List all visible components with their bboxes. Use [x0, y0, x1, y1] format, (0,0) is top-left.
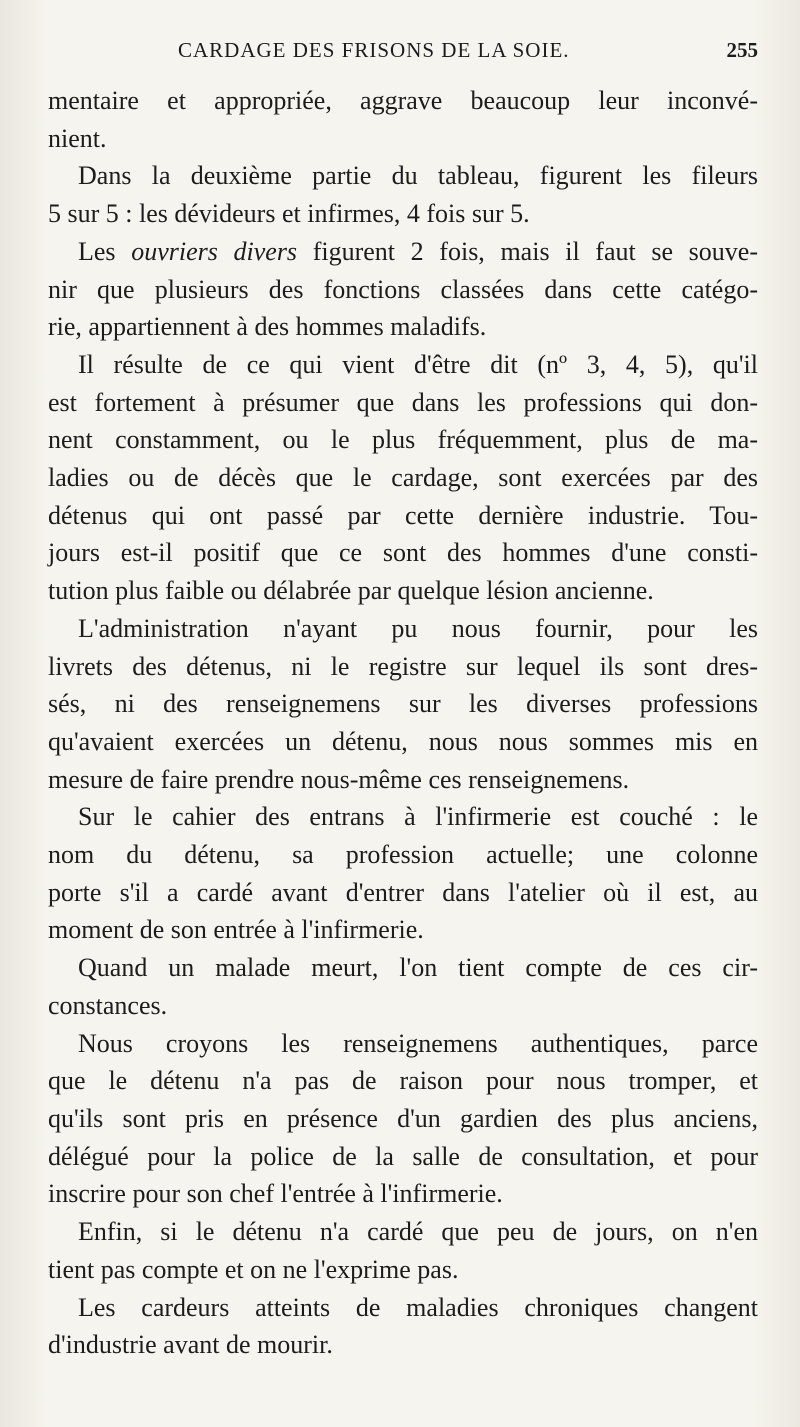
paragraph	[48, 610, 758, 648]
text-line: rie, appartiennent à des hommes maladifs.	[48, 312, 487, 342]
text-line: nir que plusieurs des fonctions classées dans cette catégo-	[48, 274, 758, 304]
text-line: porte s'il a cardé avant d'entrer dans l'atelier où il est, au	[48, 877, 758, 907]
text-line: qu'ils sont pris en présence d'un gardien des plus anciens,	[48, 1103, 758, 1133]
paragraph	[48, 271, 758, 346]
text-line: tution plus faible ou délabrée par quelque lésion ancienne.	[48, 576, 654, 606]
body-text	[48, 82, 758, 1364]
text-line: Il résulte de ce qui vient d'être dit (nº 3, 4, 5), qu'il	[78, 349, 758, 379]
text-line: nom du détenu, sa profession actuelle; une colonne	[48, 840, 758, 870]
page-header	[48, 38, 758, 72]
paragraph	[48, 157, 758, 195]
text-line: que le détenu n'a pas de raison pour nous tromper, et	[48, 1066, 758, 1096]
text-fragment: Les	[78, 236, 132, 266]
paragraph	[48, 1025, 758, 1063]
text-line	[78, 233, 758, 271]
paragraph	[48, 949, 758, 987]
paragraph	[48, 1289, 758, 1327]
text-line: moment de son entrée à l'infirmerie.	[48, 915, 424, 945]
paragraph	[48, 82, 758, 157]
paragraph	[48, 346, 758, 384]
text-line: nient.	[48, 123, 107, 153]
text-line: d'industrie avant de mourir.	[48, 1330, 333, 1360]
text-line: Quand un malade meurt, l'on tient compte de ces cir-	[78, 953, 758, 983]
page-number: 255	[726, 38, 758, 62]
text-line: Les cardeurs atteints de maladies chroniques changent	[78, 1292, 758, 1322]
text-fragment: figurent 2 fois, mais il faut se souve-	[297, 236, 759, 266]
text-line: Sur le cahier des entrans à l'infirmerie est couché : le	[78, 802, 758, 832]
text-line: Enfin, si le détenu n'a cardé que peu de jours, on n'en	[78, 1217, 758, 1247]
paragraph	[48, 1251, 758, 1289]
text-line: nent constamment, ou le plus fréquemment, plus de ma-	[48, 425, 758, 455]
paragraph	[48, 648, 758, 799]
running-title: CARDAGE DES FRISONS DE LA SOIE.	[178, 38, 570, 62]
paragraph	[48, 195, 758, 233]
paragraph	[48, 798, 758, 836]
text-line: inscrire pour son chef l'entrée à l'infirmerie.	[48, 1179, 503, 1209]
paragraph	[48, 1326, 758, 1364]
paragraph	[48, 1062, 758, 1213]
text-line: L'administration n'ayant pu nous fournir, pour les	[78, 613, 758, 643]
paragraph	[48, 987, 758, 1025]
text-line: Dans la deuxième partie du tableau, figurent les fileurs	[78, 161, 758, 191]
text-line: Nous croyons les renseignemens authentiques, parce	[78, 1028, 758, 1058]
text-line: est fortement à présumer que dans les professions qui don-	[48, 387, 758, 417]
text-line: 5 sur 5 : les dévideurs et infirmes, 4 fois sur 5.	[48, 199, 530, 229]
text-line: constances.	[48, 990, 168, 1020]
text-line: jours est-il positif que ce sont des hommes d'une consti-	[48, 538, 758, 568]
text-line: qu'avaient exercées un détenu, nous nous sommes mis en	[48, 726, 758, 756]
text-line: livrets des détenus, ni le registre sur lequel ils sont dres-	[48, 651, 758, 681]
paragraph	[48, 233, 758, 271]
text-line: sés, ni des renseignemens sur les diverses professions	[48, 689, 758, 719]
italic-phrase: ouvriers divers	[131, 236, 298, 266]
text-line: mesure de faire prendre nous-même ces renseignemens.	[48, 764, 630, 794]
text-line: détenus qui ont passé par cette dernière industrie. Tou-	[48, 500, 758, 530]
text-line: tient pas compte et on ne l'exprime pas.	[48, 1254, 459, 1284]
text-line: ladies ou de décès que le cardage, sont exercées par des	[48, 463, 758, 493]
paragraph	[48, 1213, 758, 1251]
text-line: mentaire et appropriée, aggrave beaucoup leur inconvé-	[48, 86, 758, 115]
paragraph	[48, 384, 758, 610]
paragraph	[48, 836, 758, 949]
text-line: délégué pour la police de la salle de consultation, et pour	[48, 1141, 758, 1171]
